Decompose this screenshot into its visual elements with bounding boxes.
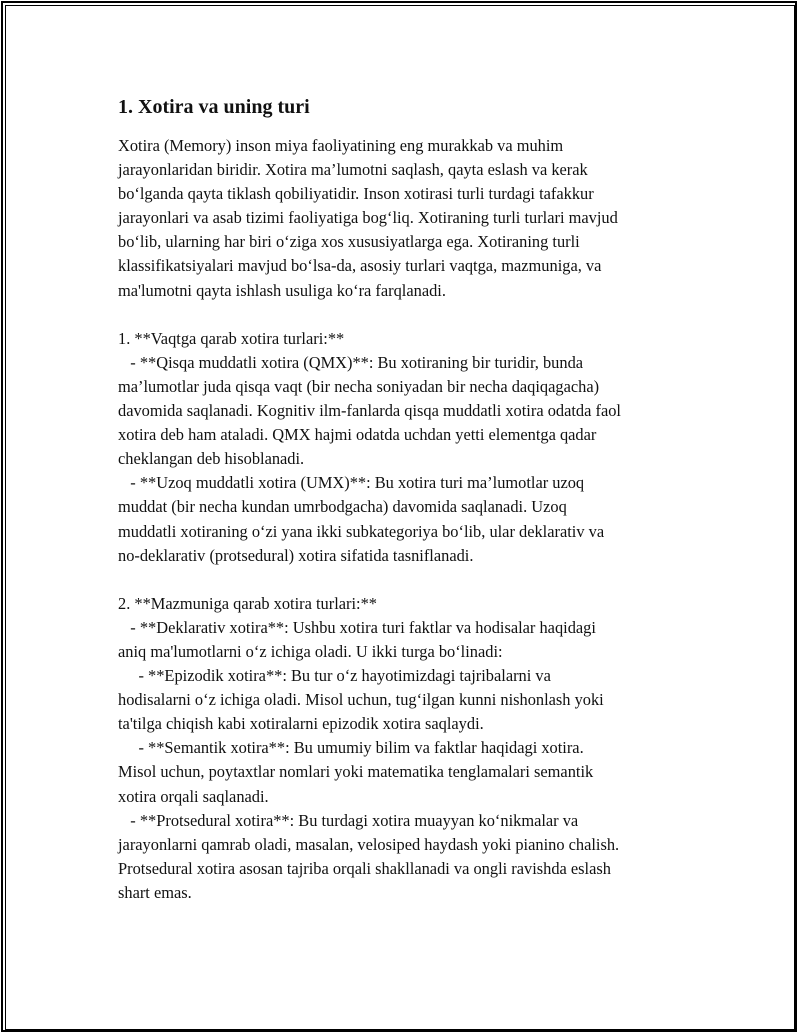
text-line: Misol uchun, poytaxtlar nomlari yoki matematika tenglamalari semantik: [118, 762, 594, 782]
text-line: - **Qisqa muddatli xotira (QMX)**: Bu xotiraning bir turidir, bunda: [118, 352, 584, 372]
text-line: bo‘lib, ularning har biri o‘ziga xos xususiyatlarga ega. Xotiraning turli: [118, 232, 580, 252]
intro-paragraph: [118, 134, 698, 303]
section-time-based: [118, 327, 698, 568]
text-line: - **Protsedural xotira**: Bu turdagi xotira muayyan ko‘nikmalar va: [118, 810, 579, 830]
text-line: jarayonlaridan biridir. Xotira ma’lumotni saqlash, qayta eslash va kerak: [118, 160, 588, 180]
text-line: jarayonlarni qamrab oladi, masalan, velosiped haydash yoki pianino chalish.: [118, 834, 620, 854]
text-line: ma’lumotlar juda qisqa vaqt (bir necha soniyadan bir necha daqiqagacha): [118, 376, 600, 396]
text-line: aniq ma'lumotlarni o‘z ichiga oladi. U ikki turga bo‘linadi:: [118, 641, 503, 661]
text-line: ma'lumotni qayta ishlash usuliga ko‘ra farqlanadi.: [118, 280, 446, 300]
text-line: davomida saqlanadi. Kognitiv ilm-fanlarda qisqa muddatli xotira odatda faol: [118, 401, 621, 421]
text-line: klassifikatsiyalari mavjud bo‘lsa-da, asosiy turlari vaqtga, mazmuniga, va: [118, 256, 602, 276]
text-line: 2. **Mazmuniga qarab xotira turlari:**: [118, 593, 377, 613]
text-line: jarayonlari va asab tizimi faoliyatiga bog‘liq. Xotiraning turli turlari mavjud: [118, 208, 618, 228]
text-line: Protsedural xotira asosan tajriba orqali shakllanadi va ongli ravishda eslash: [118, 858, 611, 878]
paragraph-spacer: [118, 303, 698, 327]
paragraph-spacer: [118, 568, 698, 592]
text-line: shart emas.: [118, 882, 192, 902]
text-line: xotira deb ham ataladi. QMX hajmi odatda uchdan yetti elementga qadar: [118, 425, 597, 445]
text-line: 1. **Vaqtga qarab xotira turlari:**: [118, 328, 345, 348]
text-line: muddatli xotiraning o‘zi yana ikki subkategoriya bo‘lib, ular deklarativ va: [118, 521, 605, 541]
text-line: - **Semantik xotira**: Bu umumiy bilim va faktlar haqidagi xotira.: [118, 738, 584, 758]
section-content-based: [118, 592, 698, 905]
text-line: no-deklarativ (protsedural) xotira sifatida tasniflanadi.: [118, 545, 474, 565]
text-line: - **Uzoq muddatli xotira (UMX)**: Bu xotira turi ma’lumotlar uzoq: [118, 473, 585, 493]
text-line: ta'tilga chiqish kabi xotiralarni epizodik xotira saqlaydi.: [118, 714, 484, 734]
text-line: bo‘lganda qayta tiklash qobiliyatidir. Inson xotirasi turli turdagi tafakkur: [118, 184, 594, 204]
text-line: - **Deklarativ xotira**: Ushbu xotira turi faktlar va hodisalar haqidagi: [118, 617, 596, 637]
text-line: xotira orqali saqlanadi.: [118, 786, 269, 806]
text-line: hodisalarni o‘z ichiga oladi. Misol uchun, tug‘ilgan kunni nishonlash yoki: [118, 690, 604, 710]
document-body: [118, 94, 698, 905]
text-line: muddat (bir necha kundan umrbodgacha) davomida saqlanadi. Uzoq: [118, 497, 567, 517]
text-line: - **Epizodik xotira**: Bu tur o‘z hayotimizdagi tajribalarni va: [118, 666, 551, 686]
section-heading: 1. Xotira va uning turi: [118, 96, 310, 118]
text-line: Xotira (Memory) inson miya faoliyatining eng murakkab va muhim: [118, 136, 564, 155]
text-line: cheklangan deb hisoblanadi.: [118, 449, 305, 469]
